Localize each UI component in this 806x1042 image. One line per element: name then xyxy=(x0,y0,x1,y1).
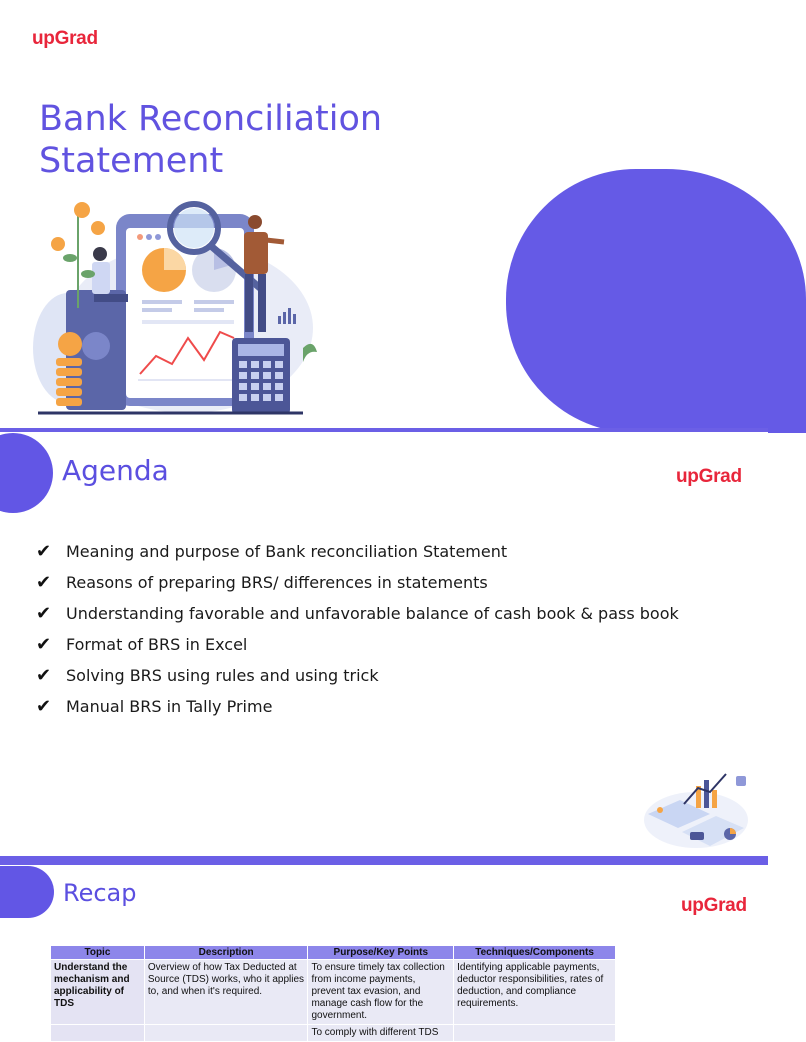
agenda-item: ✔ Solving BRS using rules and using trick xyxy=(36,665,379,686)
column-header: Purpose/Key Points xyxy=(308,946,454,960)
checkmark-icon: ✔ xyxy=(36,572,52,593)
checkmark-icon: ✔ xyxy=(36,603,52,624)
checkmark-icon: ✔ xyxy=(36,696,52,717)
upgrad-logo: upGrad xyxy=(676,466,742,487)
finance-illustration xyxy=(28,198,318,418)
title-line-2: Statement xyxy=(39,141,224,181)
table-cell-purpose: To comply with different TDS xyxy=(308,1025,454,1042)
checkmark-icon: ✔ xyxy=(36,541,52,562)
title-slide xyxy=(0,0,768,432)
agenda-item: ✔ Understanding favorable and unfavorable balance of cash book & pass book xyxy=(36,603,679,624)
agenda-item: ✔ Reasons of preparing BRS/ differences in statements xyxy=(36,572,488,593)
recap-slide xyxy=(0,865,768,1038)
column-header: Description xyxy=(144,946,308,960)
upgrad-logo: upGrad xyxy=(681,895,747,916)
table-cell-topic xyxy=(51,1025,145,1042)
table-header-row xyxy=(51,946,616,960)
column-header: Topic xyxy=(51,946,145,960)
table-cell-description: Overview of how Tax Deducted at Source (TDS) works, who it applies to, and when it's required. xyxy=(144,960,308,1025)
table-cell-topic: Understand the mechanism and applicability of TDS xyxy=(51,960,145,1025)
checkmark-icon: ✔ xyxy=(36,665,52,686)
table-row xyxy=(51,960,616,1025)
agenda-item: ✔ Manual BRS in Tally Prime xyxy=(36,696,273,717)
presentation-title xyxy=(39,98,382,182)
slide-divider xyxy=(0,856,768,865)
agenda-title: Agenda xyxy=(62,454,169,487)
analytics-illustration xyxy=(640,770,752,852)
decorative-blob xyxy=(506,169,806,433)
table-row xyxy=(51,1025,616,1042)
title-line-1: Bank Reconciliation xyxy=(39,99,383,139)
agenda-item: ✔ Meaning and purpose of Bank reconciliation Statement xyxy=(36,541,508,562)
table-cell-purpose: To ensure timely tax collection from income payments, prevent tax evasion, and manage cash flow for the government. xyxy=(308,960,454,1025)
title-accent-circle xyxy=(0,433,53,513)
checkmark-icon: ✔ xyxy=(36,634,52,655)
agenda-list xyxy=(36,536,679,722)
table-cell-description xyxy=(144,1025,308,1042)
agenda-slide xyxy=(0,432,768,856)
column-header: Techniques/Components xyxy=(454,946,616,960)
recap-title: Recap xyxy=(63,879,137,907)
table-cell-techniques xyxy=(454,1025,616,1042)
title-accent-circle xyxy=(0,866,54,918)
agenda-item: ✔ Format of BRS in Excel xyxy=(36,634,248,655)
table-cell-techniques: Identifying applicable payments, deductor responsibilities, rates of deduction, and compliance requirements. xyxy=(454,960,616,1025)
recap-table xyxy=(50,945,616,1042)
upgrad-logo: upGrad xyxy=(32,28,98,49)
